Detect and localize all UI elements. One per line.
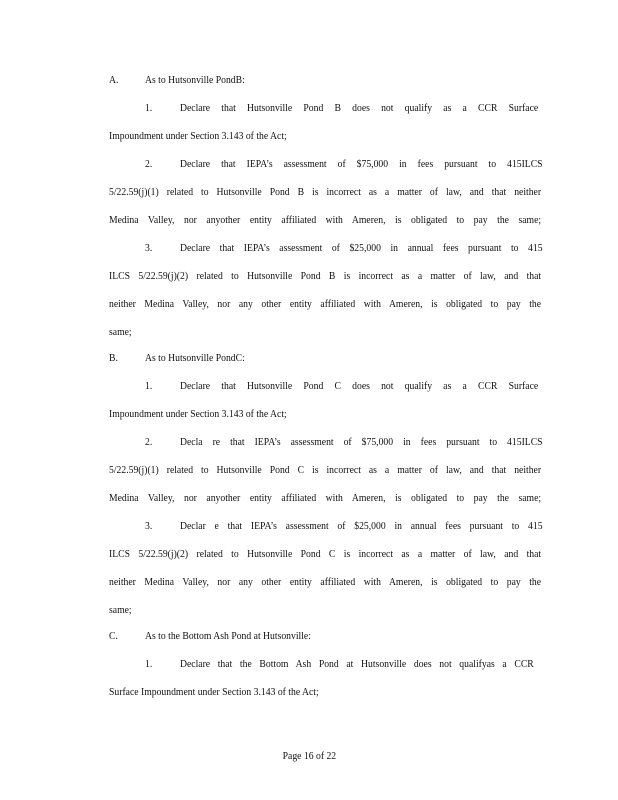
item-line: Medina Valley, nor anyother entity affiliated with Ameren, is obligated to pay the same; [109, 214, 542, 226]
item-number: 2. [145, 436, 153, 448]
section-label-b: B. [109, 352, 118, 364]
item-line: neither Medina Valley, nor any other entity affiliated with Ameren, is obligated to pay the [109, 576, 542, 588]
item-line: same; [109, 604, 132, 616]
item-number: 1. [145, 658, 153, 670]
item-line: ILCS 5/22.59(j)(2) related to Hutsonville Pond B is incorrect as a matter of law, and that [109, 270, 542, 282]
item-line: Surface Impoundment under Section 3.143 of the Act; [109, 686, 319, 698]
section-label-c: C. [109, 630, 118, 642]
section-title-c: As to the Bottom Ash Pond at Hutsonville: [145, 630, 311, 642]
page-footer [0, 749, 618, 763]
section-label-a: A. [109, 74, 119, 86]
item-line: Medina Valley, nor anyother entity affiliated with Ameren, is obligated to pay the same; [109, 492, 542, 504]
item-line: neither Medina Valley, nor any other entity affiliated with Ameren, is obligated to pay the [109, 298, 542, 310]
item-first-line: Declare that IEPA’s assessment of $75,000 in fees pursuant to 415ILCS [180, 158, 543, 170]
item-line: Impoundment under Section 3.143 of the Act; [109, 408, 287, 420]
item-number: 1. [145, 102, 153, 114]
item-first-line: Declare that Hutsonville Pond C does not qualify as a CCR Surface [180, 380, 539, 392]
item-line: Impoundment under Section 3.143 of the Act; [109, 130, 287, 142]
item-number: 3. [145, 242, 153, 254]
item-first-line: Decla re that IEPA’s assessment of $75,000 in fees pursuant to 415ILCS [180, 436, 543, 448]
item-number: 2. [145, 158, 153, 170]
item-number: 3. [145, 520, 153, 532]
item-line: same; [109, 326, 132, 338]
item-first-line: Declare that Hutsonville Pond B does not qualify as a CCR Surface [180, 102, 539, 114]
section-title-a: As to Hutsonville PondB: [145, 74, 245, 86]
item-line: 5/22.59(j)(1) related to Hutsonville Pond B is incorrect as a matter of law, and that neither [109, 186, 542, 198]
item-number: 1. [145, 380, 153, 392]
item-line: 5/22.59(j)(1) related to Hutsonville Pond C is incorrect as a matter of law, and that neither [109, 464, 542, 476]
item-first-line: Declare that IEPA’s assessment of $25,000 in annual fees pursuant to 415 [180, 242, 543, 254]
item-first-line: Declare that the Bottom Ash Pond at Hutsonville does not qualifyas a CCR [180, 658, 534, 670]
page-number: Page 16 of 22 [282, 750, 336, 762]
item-first-line: Declar e that IEPA’s assessment of $25,000 in annual fees pursuant to 415 [180, 520, 543, 532]
section-title-b: As to Hutsonville PondC: [145, 352, 245, 364]
item-line: ILCS 5/22.59(j)(2) related to Hutsonville Pond C is incorrect as a matter of law, and that [109, 548, 542, 560]
